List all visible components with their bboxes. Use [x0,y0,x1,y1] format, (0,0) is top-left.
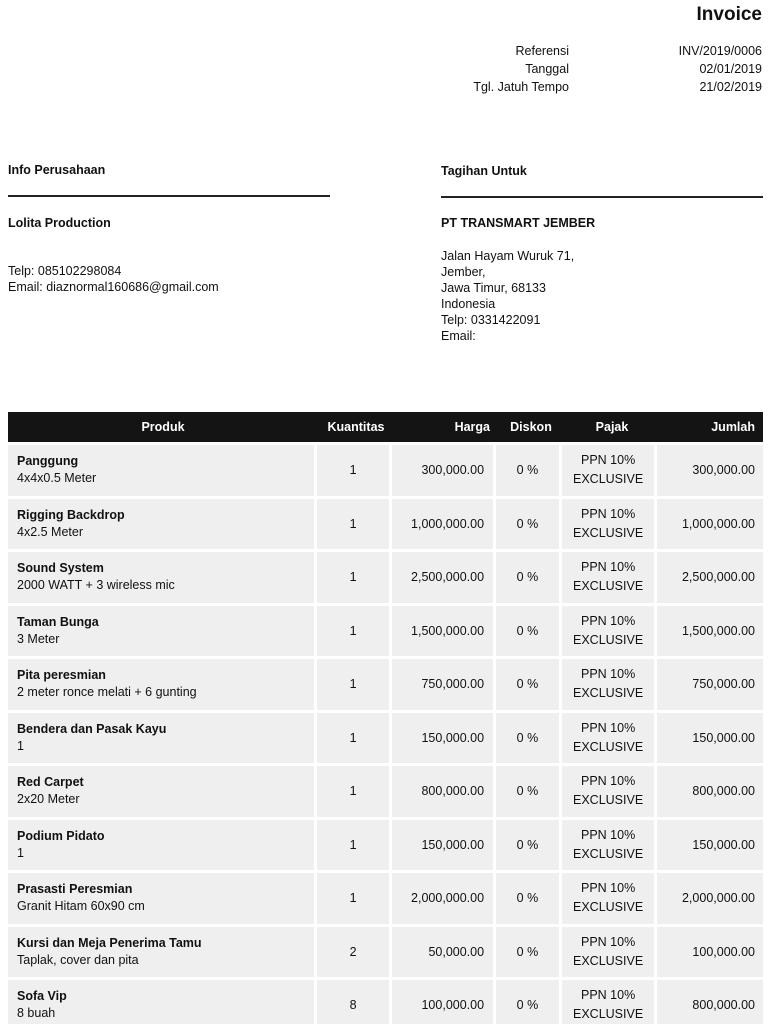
cell-qty: 1 [317,445,390,496]
cell-total: 100,000.00 [657,927,763,978]
tax-name: PPN 10% [580,881,636,896]
cell-discount: 0 % [496,766,559,817]
cell-price: 100,000.00 [392,980,493,1024]
cell-qty: 1 [317,766,390,817]
table-row [8,980,763,1024]
product-name: Rigging Backdrop [17,507,125,522]
meta-row-due-date [440,78,762,96]
billing-name: PT TRANSMART JEMBER [441,216,596,230]
cell-price: 150,000.00 [392,713,493,764]
product-name: Taman Bunga [17,614,99,629]
tax-name: PPN 10% [580,988,636,1003]
tax-type: EXCLUSIVE [573,686,644,701]
cell-price: 2,500,000.00 [392,552,493,603]
cell-discount: 0 % [496,927,559,978]
table-row [8,659,763,710]
cell-product [8,873,314,924]
product-name: Podium Pidato [17,828,105,843]
cell-total: 750,000.00 [657,659,763,710]
cell-tax [562,873,655,924]
cell-total: 800,000.00 [657,766,763,817]
invoice-meta [440,42,762,96]
table-header [8,412,763,442]
billing-address-line: Jawa Timur, 68133 [441,281,546,295]
cell-product [8,499,314,550]
product-name: Sound System [17,561,104,576]
product-description: 4x4x0.5 Meter [17,471,97,486]
cell-tax [562,766,655,817]
product-name: Kursi dan Meja Penerima Tamu [17,935,202,950]
cell-tax [562,659,655,710]
cell-product [8,659,314,710]
cell-tax [562,713,655,764]
product-description: 2000 WATT + 3 wireless mic [17,578,175,593]
tax-type: EXCLUSIVE [573,632,644,647]
cell-product [8,552,314,603]
cell-qty: 1 [317,499,390,550]
tax-name: PPN 10% [580,827,636,842]
meta-row-date [440,60,762,78]
header-qty: Kuantitas [327,420,385,434]
meta-label: Tanggal [525,62,569,76]
product-description: 1 [17,738,24,753]
tax-type: EXCLUSIVE [573,1007,644,1022]
tax-type: EXCLUSIVE [573,900,644,915]
company-heading: Info Perusahaan [8,163,106,177]
table-row [8,820,763,871]
company-phone: Telp: 085102298084 [8,264,122,278]
table-row [8,713,763,764]
cell-discount: 0 % [496,980,559,1024]
tax-name: PPN 10% [580,613,636,628]
product-description: Granit Hitam 60x90 cm [17,899,145,914]
cell-tax [562,552,655,603]
table-row [8,766,763,817]
company-name: Lolita Production [8,216,111,230]
cell-price: 1,000,000.00 [392,499,493,550]
billing-address-line: Jember, [441,265,486,279]
tax-name: PPN 10% [580,667,636,682]
billing-divider [441,196,763,198]
cell-tax [562,820,655,871]
billing-email: Email: [441,329,476,343]
tax-name: PPN 10% [580,453,636,468]
table-row [8,606,763,657]
table-row [8,445,763,496]
cell-tax [562,980,655,1024]
product-description: Taplak, cover dan pita [17,952,139,967]
tax-name: PPN 10% [580,506,636,521]
tax-type: EXCLUSIVE [573,472,644,487]
cell-price: 800,000.00 [392,766,493,817]
tax-type: EXCLUSIVE [573,953,644,968]
meta-value: INV/2019/0006 [678,44,762,58]
cell-product [8,820,314,871]
header-tax: Pajak [595,420,629,434]
cell-total: 150,000.00 [657,820,763,871]
cell-qty: 1 [317,552,390,603]
meta-row-reference [440,42,762,60]
cell-total: 1,000,000.00 [657,499,763,550]
cell-total: 2,500,000.00 [657,552,763,603]
cell-price: 50,000.00 [392,927,493,978]
company-email: Email: diaznormal160686@gmail.com [8,280,219,294]
product-name: Sofa Vip [17,989,67,1004]
tax-type: EXCLUSIVE [573,579,644,594]
cell-qty: 1 [317,873,390,924]
cell-tax [562,499,655,550]
cell-product [8,713,314,764]
cell-tax [562,606,655,657]
header-price: Harga [454,420,490,434]
product-description: 4x2.5 Meter [17,524,84,539]
meta-value: 21/02/2019 [699,80,762,94]
product-name: Bendera dan Pasak Kayu [17,721,167,736]
company-divider [8,195,330,197]
cell-price: 750,000.00 [392,659,493,710]
cell-qty: 8 [317,980,390,1024]
meta-value: 02/01/2019 [699,62,762,76]
cell-price: 2,000,000.00 [392,873,493,924]
header-total: Jumlah [711,420,755,434]
cell-discount: 0 % [496,873,559,924]
cell-qty: 1 [317,606,390,657]
cell-product [8,445,314,496]
cell-total: 150,000.00 [657,713,763,764]
table-body [8,445,763,1024]
cell-qty: 1 [317,713,390,764]
product-description: 1 [17,845,24,860]
tax-type: EXCLUSIVE [573,846,644,861]
product-description: 2x20 Meter [17,792,80,807]
product-name: Prasasti Peresmian [17,882,133,897]
billing-heading: Tagihan Untuk [441,164,527,178]
cell-total: 2,000,000.00 [657,873,763,924]
meta-label: Referensi [515,44,569,58]
table-row [8,873,763,924]
cell-discount: 0 % [496,499,559,550]
header-discount: Diskon [510,420,552,434]
product-name: Red Carpet [17,775,84,790]
meta-label: Tgl. Jatuh Tempo [473,80,569,94]
tax-type: EXCLUSIVE [573,525,644,540]
tax-name: PPN 10% [580,774,636,789]
tax-name: PPN 10% [580,934,636,949]
cell-product [8,606,314,657]
cell-discount: 0 % [496,659,559,710]
product-description: 8 buah [17,1006,56,1021]
tax-name: PPN 10% [580,720,636,735]
cell-qty: 1 [317,820,390,871]
cell-discount: 0 % [496,820,559,871]
table-row [8,552,763,603]
cell-price: 1,500,000.00 [392,606,493,657]
cell-qty: 1 [317,659,390,710]
cell-discount: 0 % [496,713,559,764]
table-row [8,927,763,978]
product-name: Pita peresmian [17,668,106,683]
cell-discount: 0 % [496,552,559,603]
cell-product [8,980,314,1024]
cell-price: 300,000.00 [392,445,493,496]
billing-address-line: Indonesia [441,297,496,311]
cell-total: 800,000.00 [657,980,763,1024]
product-description: 2 meter ronce melati + 6 gunting [17,685,197,700]
product-description: 3 Meter [17,631,60,646]
billing-address-line: Jalan Hayam Wuruk 71, [441,249,575,263]
items-table [8,412,763,1024]
cell-product [8,766,314,817]
cell-discount: 0 % [496,445,559,496]
invoice-title: Invoice [696,4,762,25]
tax-name: PPN 10% [580,560,636,575]
header-product: Produk [141,420,185,434]
billing-phone: Telp: 0331422091 [441,313,541,327]
product-name: Panggung [17,454,79,469]
table-row [8,499,763,550]
cell-total: 1,500,000.00 [657,606,763,657]
tax-type: EXCLUSIVE [573,739,644,754]
cell-tax [562,927,655,978]
cell-product [8,927,314,978]
cell-total: 300,000.00 [657,445,763,496]
cell-price: 150,000.00 [392,820,493,871]
cell-qty: 2 [317,927,390,978]
cell-tax [562,445,655,496]
tax-type: EXCLUSIVE [573,793,644,808]
cell-discount: 0 % [496,606,559,657]
